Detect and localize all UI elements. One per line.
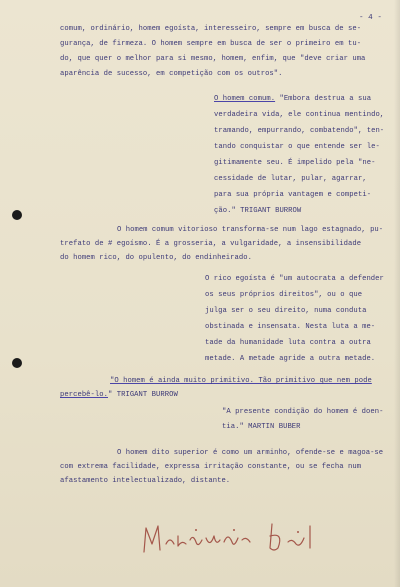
quote-lead: O homem comum. [214,95,276,103]
text-line: tia." MARTIN BUBER [222,423,301,431]
text-line: "A presente condição do homem é doen- [222,408,384,416]
handwritten-signature [138,518,328,558]
text-line: julga ser o seu direito, numa conduta [205,307,367,315]
text-line: metade. A metade agride a outra metade. [205,355,376,363]
text-line: tramando, empurrando, combatendo", ten- [214,127,385,135]
quote-text: percebê-lo. [60,391,108,399]
text-line: para sua própria vantagem e competi- [214,191,372,199]
text-line: cessidade de lutar, pular, agarrar, [214,175,367,183]
page-number: - 4 - [358,14,382,22]
text-line: os seus próprios direitos", ou o que [205,291,363,299]
text-line [60,391,178,400]
text-line: obstinada e insensata. Nesta luta a me- [205,323,376,331]
text-line: tade da humanidade luta contra a outra [205,339,371,347]
text-line: verdadeira vida, ele continua mentindo, [214,111,385,119]
text-line: comum, ordinário, homem egoísta, interesseiro, sempre em busca de se- [60,25,362,33]
quote-text: Tão primitivo que nem pode [254,377,372,385]
punch-hole-bottom [12,358,22,368]
page-edge-shadow [394,0,400,587]
text-line: O homem dito superior é como um arminho, ofende-se e magoa-se [117,449,384,457]
text-line: do homem rico, do opulento, do endinheirado. [60,254,252,262]
text-line: tando conquistar o que entende ser le- [214,143,380,151]
punch-hole-top [12,210,22,220]
quote-attribution: " TRIGANT BURROW [108,391,178,399]
text-line: O homem comum vitorioso transforma-se num lago estagnado, pu- [117,226,384,234]
text-line: aparência de sucesso, em competição com os outros". [60,70,283,78]
quote-text: "Embora destrua a sua [275,95,372,103]
text-line: afastamento intelectualizado, distante. [60,477,231,485]
text-line: com extrema facilidade, expressa irritação constante, ou se fecha num [60,463,362,471]
text-line: trefato de # egoísmo. É a grosseria, a vulgaridade, a insensibilidade [60,240,362,248]
text-line: O rico egoísta é "um autocrata a defender [205,275,384,283]
text-line: gurança, de firmeza. O homem sempre em busca de ser o primeiro em tu- [60,40,362,48]
text-line [110,377,372,386]
text-line: do, que quer o melhor para si mesmo, homem, enfim, que "deve criar uma [60,55,366,63]
text-line: ção." TRIGANT BURROW [214,207,302,215]
quote-text: "O homem é ainda muito primitivo. [110,377,254,385]
text-line [214,95,371,104]
text-line: gitimamente seu. É impelido pela "ne- [214,159,376,167]
